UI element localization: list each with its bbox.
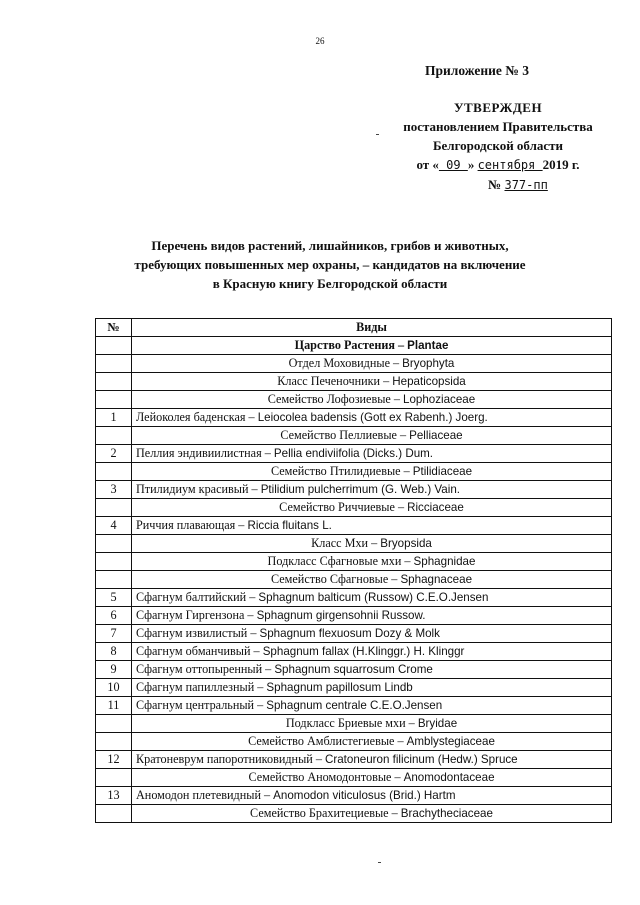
approval-line-region: Белгородской области xyxy=(432,138,564,153)
species-name-cell xyxy=(132,787,612,805)
russian-name: Сфагнум папиллезный – xyxy=(136,680,267,694)
russian-name: Птилидиум красивый – xyxy=(136,482,261,496)
row-number-cell: 9 xyxy=(96,661,132,679)
species-name-cell xyxy=(132,517,612,535)
latin-name: Sphagnaceae xyxy=(400,573,473,586)
russian-name: Семейство Птилидиевые – xyxy=(270,464,413,478)
russian-name: Сфагнум оттопыренный – xyxy=(136,662,275,676)
latin-name: Sphagnum centrale C.E.O.Jensen xyxy=(266,699,443,712)
table-row-taxon-group xyxy=(96,427,612,445)
species-name-cell xyxy=(132,607,612,625)
taxon-group-cell xyxy=(132,553,612,571)
latin-name: Sphagnum fallax (H.Klinggr.) H. Klinggr xyxy=(262,645,465,658)
table-row-species xyxy=(96,607,612,625)
table-row-species xyxy=(96,589,612,607)
latin-name: Anomodon viticulosus (Brid.) Hartm xyxy=(273,789,456,802)
table-row-taxon-group xyxy=(96,715,612,733)
approval-heading: УТВЕРЖДЕН xyxy=(453,100,543,115)
table-row-taxon-group xyxy=(96,391,612,409)
row-number-cell: 11 xyxy=(96,697,132,715)
row-number-cell: 12 xyxy=(96,751,132,769)
row-number-cell xyxy=(96,535,132,553)
russian-name: Сфагнум центральный – xyxy=(136,698,267,712)
table-row-species xyxy=(96,751,612,769)
table-row-species xyxy=(96,481,612,499)
scan-speck xyxy=(378,862,381,863)
latin-name: Plantae xyxy=(407,339,449,352)
russian-name: Семейство Лофозиевые – xyxy=(267,392,403,406)
title-line-2: требующих повышенных мер охраны, – кандидатов на включение xyxy=(134,257,526,272)
russian-name: Семейство Амблистегиевые – xyxy=(248,734,407,748)
latin-name: Hepaticopsida xyxy=(392,375,466,388)
species-name-cell xyxy=(132,679,612,697)
species-table xyxy=(95,318,612,823)
latin-name: Bryophyta xyxy=(402,357,455,370)
approval-block xyxy=(383,98,613,195)
russian-name: Семейство Риччиевые – xyxy=(279,500,408,514)
latin-name: Riccia fluitans L. xyxy=(247,519,332,532)
taxon-group-cell xyxy=(132,769,612,787)
row-number-cell xyxy=(96,355,132,373)
header-species: Виды xyxy=(132,319,612,337)
document-title xyxy=(95,236,565,293)
row-number-cell: 13 xyxy=(96,787,132,805)
russian-name: Подкласс Бриевые мхи – xyxy=(285,716,418,730)
row-number-cell: 1 xyxy=(96,409,132,427)
table-header-row xyxy=(96,319,612,337)
row-number-cell: 8 xyxy=(96,643,132,661)
table-row-species xyxy=(96,787,612,805)
row-number-cell xyxy=(96,337,132,355)
russian-name: Аномодон плетевидный – xyxy=(136,788,274,802)
latin-name: Pellia endiviifolia (Dicks.) Dum. xyxy=(273,447,434,460)
russian-name: Сфагнум балтийский – xyxy=(136,590,259,604)
species-name-cell xyxy=(132,589,612,607)
species-name-cell xyxy=(132,409,612,427)
russian-name: Царство Растения – xyxy=(294,338,408,352)
latin-name: Pelliaceae xyxy=(409,429,463,442)
latin-name: Ptilidium pulcherrimum (G. Web.) Vain. xyxy=(260,483,460,496)
table-row-species xyxy=(96,445,612,463)
species-name-cell xyxy=(132,643,612,661)
latin-name: Sphagnum balticum (Russow) C.E.O.Jensen xyxy=(258,591,489,604)
russian-name: Сфагнум извилистый – xyxy=(136,626,260,640)
title-line-1: Перечень видов растений, лишайников, грибов и животных, xyxy=(151,238,509,253)
row-number-cell xyxy=(96,373,132,391)
row-number-cell xyxy=(96,805,132,823)
approval-date xyxy=(383,155,613,175)
table-row-kingdom xyxy=(96,337,612,355)
date-prefix: от « xyxy=(416,157,439,172)
taxon-group-cell xyxy=(132,499,612,517)
taxon-group-cell xyxy=(132,337,612,355)
russian-name: Семейство Пеллиевые – xyxy=(280,428,410,442)
row-number-cell xyxy=(96,553,132,571)
russian-name: Класс Мхи – xyxy=(311,536,381,550)
latin-name: Bryidae xyxy=(417,717,458,730)
table-row-taxon-group xyxy=(96,733,612,751)
row-number-cell: 3 xyxy=(96,481,132,499)
taxon-group-cell xyxy=(132,805,612,823)
table-row-taxon-group xyxy=(96,373,612,391)
row-number-cell: 5 xyxy=(96,589,132,607)
russian-name: Кратоневрум папоротниковидный – xyxy=(136,752,325,766)
row-number-cell: 4 xyxy=(96,517,132,535)
date-month: сентября xyxy=(477,158,543,172)
latin-name: Sphagnum flexuosum Dozy & Molk xyxy=(259,627,440,640)
russian-name: Подкласс Сфагновые мхи – xyxy=(267,554,414,568)
row-number-cell xyxy=(96,733,132,751)
russian-name: Пеллия эндивиилистная – xyxy=(136,446,274,460)
row-number-cell: 6 xyxy=(96,607,132,625)
russian-name: Сфагнум обманчивый – xyxy=(136,644,263,658)
russian-name: Риччия плавающая – xyxy=(136,518,248,532)
taxon-group-cell xyxy=(132,391,612,409)
taxon-group-cell xyxy=(132,571,612,589)
table-row-taxon-group xyxy=(96,553,612,571)
row-number-cell xyxy=(96,769,132,787)
row-number-cell: 7 xyxy=(96,625,132,643)
russian-name: Класс Печеночники – xyxy=(277,374,393,388)
latin-name: Anomodontaceae xyxy=(403,771,495,784)
page-number: 26 xyxy=(315,36,325,46)
russian-name: Сфагнум Гиргензона – xyxy=(136,608,257,622)
row-number-cell xyxy=(96,427,132,445)
header-number: № xyxy=(96,319,132,337)
number-value: 377-пп xyxy=(504,178,548,192)
russian-name: Лейоколея баденская – xyxy=(136,410,258,424)
date-day: 09 xyxy=(438,158,468,172)
species-name-cell xyxy=(132,625,612,643)
table-row-species xyxy=(96,625,612,643)
table-row-taxon-group xyxy=(96,805,612,823)
latin-name: Ricciaceae xyxy=(407,501,464,514)
russian-name: Семейство Сфагновые – xyxy=(270,572,401,586)
latin-name: Sphagnum girgensohnii Russow. xyxy=(256,609,426,622)
taxon-group-cell xyxy=(132,463,612,481)
table-row-species xyxy=(96,517,612,535)
latin-name: Brachytheciaceae xyxy=(400,807,493,820)
appendix-label: Приложение № 3 xyxy=(425,63,529,78)
row-number-cell: 2 xyxy=(96,445,132,463)
approval-number xyxy=(383,175,613,195)
taxon-group-cell xyxy=(132,733,612,751)
taxon-group-cell xyxy=(132,427,612,445)
row-number-cell: 10 xyxy=(96,679,132,697)
row-number-cell xyxy=(96,715,132,733)
latin-name: Cratoneuron filicinum (Hedw.) Spruce xyxy=(324,753,518,766)
date-year: 2019 г. xyxy=(542,157,580,172)
number-prefix: № xyxy=(488,177,505,192)
latin-name: Leiocolea badensis (Gott ex Rabenh.) Joerg. xyxy=(257,411,488,424)
latin-name: Amblystegiaceae xyxy=(406,735,495,748)
row-number-cell xyxy=(96,571,132,589)
latin-name: Sphagnum squarrosum Crome xyxy=(274,663,433,676)
table-row-taxon-group xyxy=(96,769,612,787)
taxon-group-cell xyxy=(132,355,612,373)
row-number-cell xyxy=(96,463,132,481)
russian-name: Семейство Брахитециевые – xyxy=(250,806,401,820)
russian-name: Семейство Аномодонтовые – xyxy=(248,770,404,784)
latin-name: Sphagnum papillosum Lindb xyxy=(266,681,413,694)
latin-name: Bryopsida xyxy=(380,537,432,550)
russian-name: Отдел Моховидные – xyxy=(288,356,403,370)
table-row-species xyxy=(96,697,612,715)
latin-name: Ptilidiaceae xyxy=(412,465,473,478)
table-row-species xyxy=(96,661,612,679)
table-row-species xyxy=(96,643,612,661)
table-row-taxon-group xyxy=(96,571,612,589)
title-line-3: в Красную книгу Белгородской области xyxy=(212,276,448,291)
table-row-taxon-group xyxy=(96,535,612,553)
row-number-cell xyxy=(96,391,132,409)
table-row-taxon-group xyxy=(96,499,612,517)
table-row-taxon-group xyxy=(96,463,612,481)
species-name-cell xyxy=(132,661,612,679)
species-name-cell xyxy=(132,481,612,499)
table-row-species xyxy=(96,679,612,697)
taxon-group-cell xyxy=(132,373,612,391)
scan-speck xyxy=(376,134,379,135)
latin-name: Sphagnidae xyxy=(413,555,476,568)
species-name-cell xyxy=(132,751,612,769)
species-name-cell xyxy=(132,445,612,463)
approval-line-government: постановлением Правительства xyxy=(403,119,593,134)
taxon-group-cell xyxy=(132,535,612,553)
species-name-cell xyxy=(132,697,612,715)
date-mid: » xyxy=(467,157,478,172)
row-number-cell xyxy=(96,499,132,517)
latin-name: Lophoziaceae xyxy=(403,393,476,406)
table-row-taxon-group xyxy=(96,355,612,373)
table-row-species xyxy=(96,409,612,427)
taxon-group-cell xyxy=(132,715,612,733)
